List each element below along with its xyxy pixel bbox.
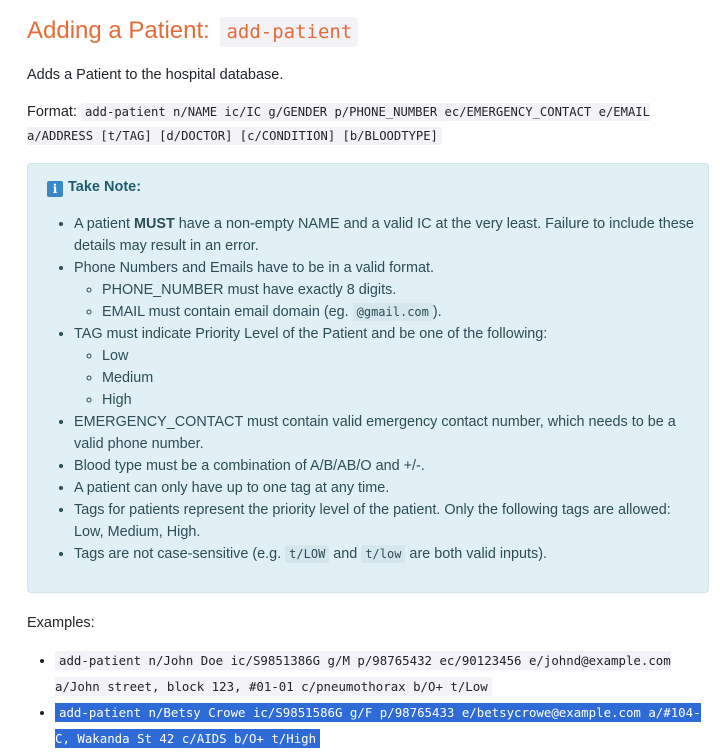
list-item: ◦ High — [102, 389, 696, 411]
example-code[interactable]: add-patient n/Betsy Crowe ic/S9851586G g/F p/98765433 e/betsycrowe@example.com a/#104-C, Wakanda St 42 c/AIDS b/O+ t/High — [55, 705, 701, 746]
tag-sublist — [74, 345, 696, 411]
take-note-box — [27, 163, 709, 593]
list-item: • Tags for patients represent the priority level of the patient. Only the following tags are allowed: Low, Medium, High. — [74, 499, 696, 543]
list-item: • Blood type must be a combination of A/B/AB/O and +/-. — [74, 455, 696, 477]
note-text: are both valid inputs). — [405, 546, 548, 562]
example-item-selected — [55, 700, 709, 752]
note-text: A patient — [74, 216, 135, 232]
list-item — [74, 543, 696, 565]
list-item: ◦ PHONE_NUMBER must have exactly 8 digits. — [102, 279, 696, 301]
list-item — [74, 213, 696, 257]
example-code[interactable]: add-patient n/John Doe ic/S9851386G g/M p/98765432 ec/90123456 e/johnd@example.com a/John street, block 123, #01-01 c/pneumothorax b/O+ t/Low — [55, 653, 671, 694]
heading-command-code: add-patient — [220, 17, 358, 47]
examples-list — [27, 648, 709, 752]
note-list — [28, 213, 696, 565]
note-text: Tags are not case-sensitive (e.g. — [74, 546, 286, 562]
list-item — [102, 301, 696, 323]
note-heading — [47, 178, 141, 197]
inline-code: t/LOW — [285, 545, 329, 563]
note-text: Phone Numbers and Emails have to be in a valid format. — [74, 260, 434, 276]
section-heading — [27, 14, 358, 48]
inline-code: @gmail.com — [353, 303, 433, 321]
examples-label: Examples: — [27, 615, 95, 631]
format-syntax-code: add-patient n/NAME ic/IC g/GENDER p/PHONE_NUMBER ec/EMERGENCY_CONTACT e/EMAIL a/ADDRESS [t/TAG] [d/DOCTOR] [c/CONDITION] [b/BLOODTYPE] — [27, 105, 650, 143]
note-text: EMAIL must contain email domain (eg. — [102, 304, 353, 320]
inline-code: t/low — [361, 545, 405, 563]
list-item: • EMERGENCY_CONTACT must contain valid emergency contact number, which needs to be a valid phone number. — [74, 411, 696, 455]
heading-text: Adding a Patient: — [27, 17, 210, 44]
format-sublist — [74, 279, 696, 323]
note-emphasis: MUST — [134, 216, 175, 232]
note-text: ). — [432, 304, 442, 320]
note-title: Take Note: — [68, 179, 142, 195]
format-paragraph — [27, 100, 709, 148]
note-text: and — [329, 546, 362, 562]
list-item: ◦ Low — [102, 345, 696, 367]
note-text: TAG must indicate Priority Level of the Patient and be one of the following: — [74, 326, 548, 342]
command-description: Adds a Patient to the hospital database. — [27, 67, 284, 83]
note-text: have a non-empty NAME and a valid IC at the very least. Failure to include these details may result in an error. — [74, 216, 694, 254]
list-item — [74, 257, 696, 323]
info-icon: i — [47, 181, 63, 197]
list-item — [74, 323, 696, 411]
example-item — [55, 648, 709, 700]
list-item: • A patient can only have up to one tag at any time. — [74, 477, 696, 499]
format-label: Format: — [27, 104, 77, 120]
list-item: ◦ Medium — [102, 367, 696, 389]
